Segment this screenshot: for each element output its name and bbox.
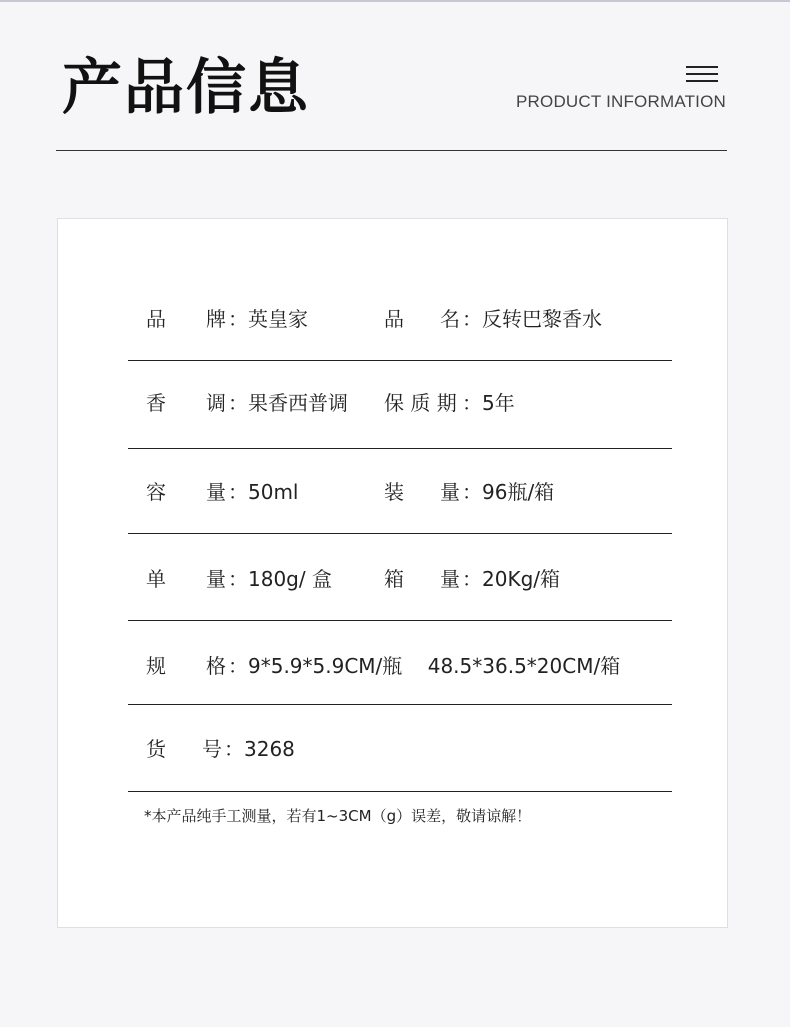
row-divider [128,620,672,621]
spec-value: ：9*5.9*5.9CM/瓶 48.5*36.5*20CM/箱 [228,654,621,678]
spec-label: 单 [146,567,166,591]
spec-value: ：96瓶/箱 [462,480,555,504]
top-border [0,0,790,2]
spec-value: ：3268 [224,737,295,761]
spec-label: 量 [440,480,460,504]
page-title: 产品信息 [62,53,310,123]
spec-label: 牌 [206,307,226,331]
spec-label: 量 [206,480,226,504]
spec-label: 规 [146,654,166,678]
spec-value: ：反转巴黎香水 [462,307,602,331]
measurement-note: *本产品纯手工测量，若有1~3CM（g）误差，敬请谅解！ [144,807,532,825]
row-divider [128,704,672,705]
spec-label: 量 [440,567,460,591]
spec-label: 品 [384,307,404,331]
spec-value: ：180g/ 盒 [228,567,332,591]
row-divider [128,448,672,449]
spec-label: 保 质 期 [384,391,457,415]
spec-label: 品 [146,307,166,331]
spec-label: 装 [384,480,404,504]
spec-label: 容 [146,480,166,504]
menu-icon [686,66,718,82]
spec-value: ：20Kg/箱 [462,567,560,591]
spec-label: 名 [440,307,460,331]
spec-value: ：50ml [228,480,299,504]
spec-card [57,218,728,928]
row-divider [128,360,672,361]
header-divider [56,150,727,151]
spec-value: ：5年 [462,391,515,415]
spec-label: 格 [206,654,226,678]
page-subtitle: PRODUCT INFORMATION [516,92,726,111]
spec-label: 调 [206,391,226,415]
spec-label: 货 [146,737,166,761]
spec-value: ：果香西普调 [228,391,348,415]
spec-label: 量 [206,567,226,591]
row-divider [128,791,672,792]
spec-label: 号 [202,737,222,761]
spec-label: 箱 [384,567,404,591]
row-divider [128,533,672,534]
spec-label: 香 [146,391,166,415]
spec-value: ：英皇家 [228,307,308,331]
